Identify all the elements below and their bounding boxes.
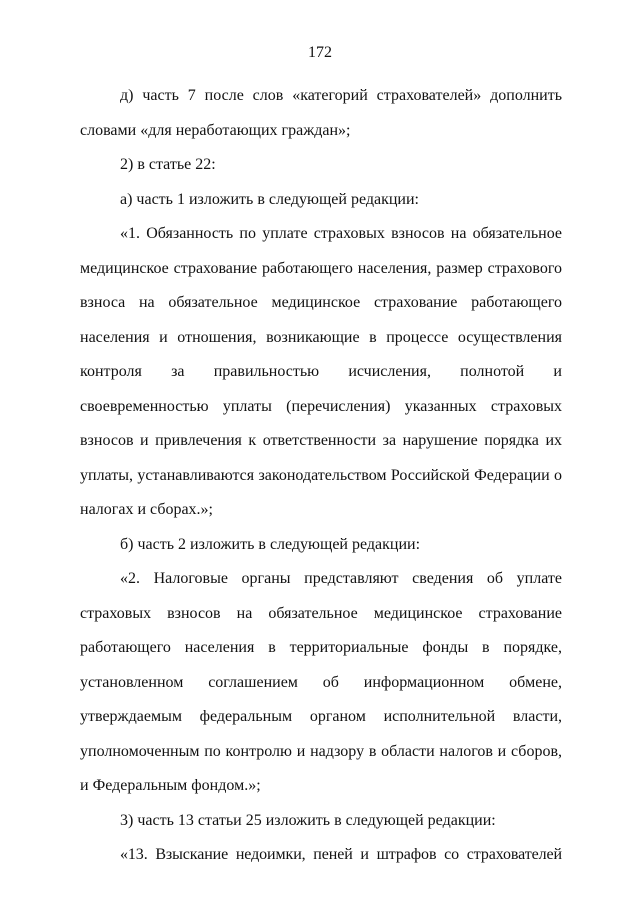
paragraph-article-25: 3) часть 13 статьи 25 изложить в следующей редакции: xyxy=(120,811,496,829)
paragraph-part-1-text: «1. Обязанность по уплате страховых взносов на обязательное медицинское страхование работающего населения, размер страхового взноса на обязательное медицинское страхование работающего населения и отношения, возникающие в процессе осуществления контроля за правильностью исчисления, полнотой и своевременностью уплаты (перечисления) указанных страховых взносов и привлечения к ответственности за нарушение порядка их уплаты, устанавливаются законодательством Российской Федерации о налогах и сборах.»; xyxy=(80,225,562,518)
page-number: 172 xyxy=(308,44,332,61)
paragraph-amendment-d: д) часть 7 после слов «категорий страхователей» дополнить словами «для неработающих граждан»; xyxy=(80,87,562,139)
paragraph-part-1-heading: а) часть 1 изложить в следующей редакции: xyxy=(120,190,419,208)
paragraph-part-2-text: «2. Налоговые органы представляют сведения об уплате страховых взносов на обязательное медицинское страхование работающего населения в территориальные фонды в порядке, установленном соглашением об информационном обмене, утверждаемым федеральным органом исполнительной власти, уполномоченным по контролю и надзору в области налогов и сборов, и Федеральным фондом.»; xyxy=(80,570,562,794)
paragraph-part-13-text: «13. Взыскание недоимки, пеней и штрафов со страхователей xyxy=(120,846,562,863)
paragraph-article-22: 2) в статье 22: xyxy=(120,156,216,173)
document-body xyxy=(80,79,562,873)
paragraph-part-2-heading: б) часть 2 изложить в следующей редакции: xyxy=(120,535,421,553)
